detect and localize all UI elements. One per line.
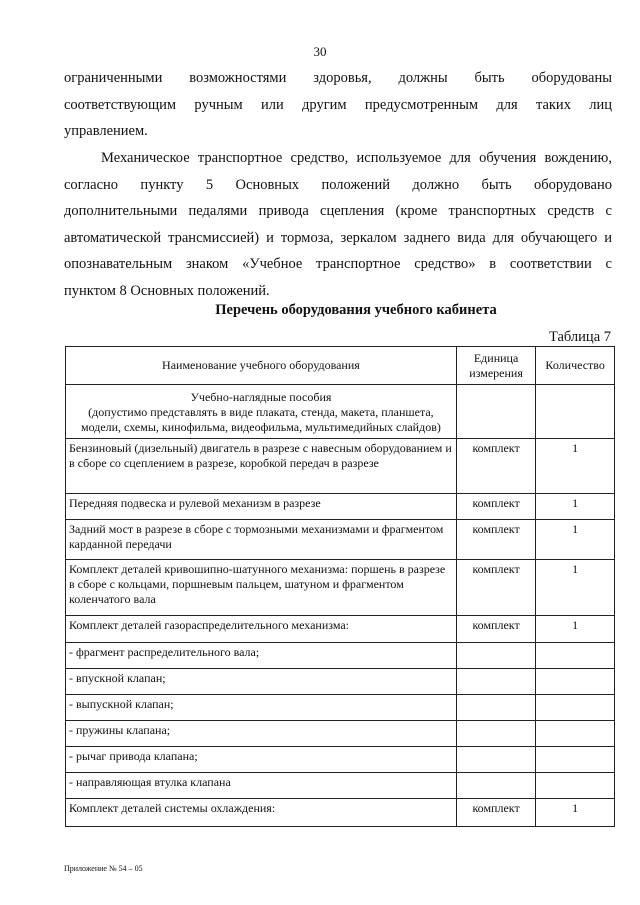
equipment-table <box>65 346 615 827</box>
row-qty <box>536 643 615 669</box>
row-name: - выпускной клапан; <box>66 695 457 721</box>
header-unit: Единица измерения <box>456 347 535 385</box>
para1-line-1: ограниченными возможностями здоровья, должны быть оборудованы <box>64 70 612 86</box>
row-name: - впускной клапан; <box>66 669 457 695</box>
table-row <box>66 560 615 616</box>
para2-line-4: автоматической трансмиссией) и тормоза, зеркалом заднего вида для обучающего и <box>64 229 612 246</box>
table-row <box>66 669 615 695</box>
page-number: 30 <box>313 44 327 59</box>
header-name: Наименование учебного оборудования <box>66 347 457 385</box>
row-qty <box>536 695 615 721</box>
row-unit <box>456 669 535 695</box>
footer-note: Приложение № 54 – 05 <box>64 864 143 873</box>
table-row-section <box>66 385 615 439</box>
section-qty-cell <box>536 385 615 439</box>
para2-line-3: дополнительными педалями привода сцепления (кроме транспортных средств с <box>64 203 612 219</box>
table-row <box>66 721 615 747</box>
table-row <box>66 520 615 560</box>
row-name: Комплект деталей газораспределительного механизма: <box>66 616 457 643</box>
table-row <box>66 643 615 669</box>
row-name: Комплект деталей системы охлаждения: <box>66 799 457 827</box>
row-unit: комплект <box>456 560 535 616</box>
section-unit-cell <box>456 385 535 439</box>
row-unit <box>456 695 535 721</box>
table-row <box>66 695 615 721</box>
section-heading: Перечень оборудования учебного кабинета <box>215 302 497 318</box>
table-header-row <box>66 347 615 385</box>
table-row <box>66 616 615 643</box>
table-row <box>66 494 615 520</box>
row-unit: комплект <box>456 494 535 520</box>
row-qty: 1 <box>536 439 615 494</box>
paragraph-2 <box>64 145 612 304</box>
row-unit <box>456 721 535 747</box>
para1-line-2: соответствующим ручным или другим предусмотренным для таких лиц <box>64 96 612 113</box>
table-row <box>66 747 615 773</box>
row-name: - направляющая втулка клапана <box>66 773 457 799</box>
para2-line-6: пунктом 8 Основных положений. <box>64 282 270 299</box>
row-qty: 1 <box>536 520 615 560</box>
row-name: - пружины клапана; <box>66 721 457 747</box>
row-qty <box>536 747 615 773</box>
row-unit <box>456 643 535 669</box>
section-cell <box>66 385 457 439</box>
row-qty: 1 <box>536 560 615 616</box>
table-label: Таблица 7 <box>548 329 611 345</box>
row-unit: комплект <box>456 616 535 643</box>
row-unit: комплект <box>456 520 535 560</box>
paragraph-1 <box>64 65 612 145</box>
section-note: (допустимо представлять в виде плаката, стенда, макета, планшета, модели, схемы, кинофильма, видеофильма, мультимедийных слайдов) <box>80 405 441 434</box>
row-qty <box>536 669 615 695</box>
row-unit <box>456 747 535 773</box>
para1-line-3: управлением. <box>64 123 148 139</box>
section-title: Учебно-наглядные пособия <box>190 390 332 404</box>
table-row <box>66 773 615 799</box>
row-unit: комплект <box>456 799 535 827</box>
row-name: - фрагмент распределительного вала; <box>66 643 457 669</box>
row-qty: 1 <box>536 494 615 520</box>
para2-line-5: опознавательным знаком «Учебное транспортное средство» в соответствии с <box>64 256 612 272</box>
row-unit <box>456 773 535 799</box>
table-row <box>66 799 615 827</box>
row-qty <box>536 773 615 799</box>
row-name: Задний мост в разрезе в сборе с тормозными механизмами и фрагментом карданной передачи <box>66 520 457 560</box>
header-quantity: Количество <box>536 347 615 385</box>
row-name: - рычаг привода клапана; <box>66 747 457 773</box>
table-row <box>66 439 615 494</box>
row-qty: 1 <box>536 799 615 827</box>
row-unit: комплект <box>456 439 535 494</box>
row-qty: 1 <box>536 616 615 643</box>
row-name: Бензиновый (дизельный) двигатель в разрезе с навесным оборудованием и в сборе со сцеплением в разрезе, коробкой передач в разрезе <box>66 439 457 494</box>
para2-line-2: согласно пункту 5 Основных положений должно быть оборудовано <box>64 176 612 193</box>
row-name: Комплект деталей кривошипно-шатунного механизма: поршень в разрезе в сборе с кольцами, поршневым пальцем, шатуном и фрагментом коленчатого вала <box>66 560 457 616</box>
row-name: Передняя подвеска и рулевой механизм в разрезе <box>66 494 457 520</box>
para2-line-1: Механическое транспортное средство, используемое для обучения вождению, <box>101 150 612 166</box>
row-qty <box>536 721 615 747</box>
